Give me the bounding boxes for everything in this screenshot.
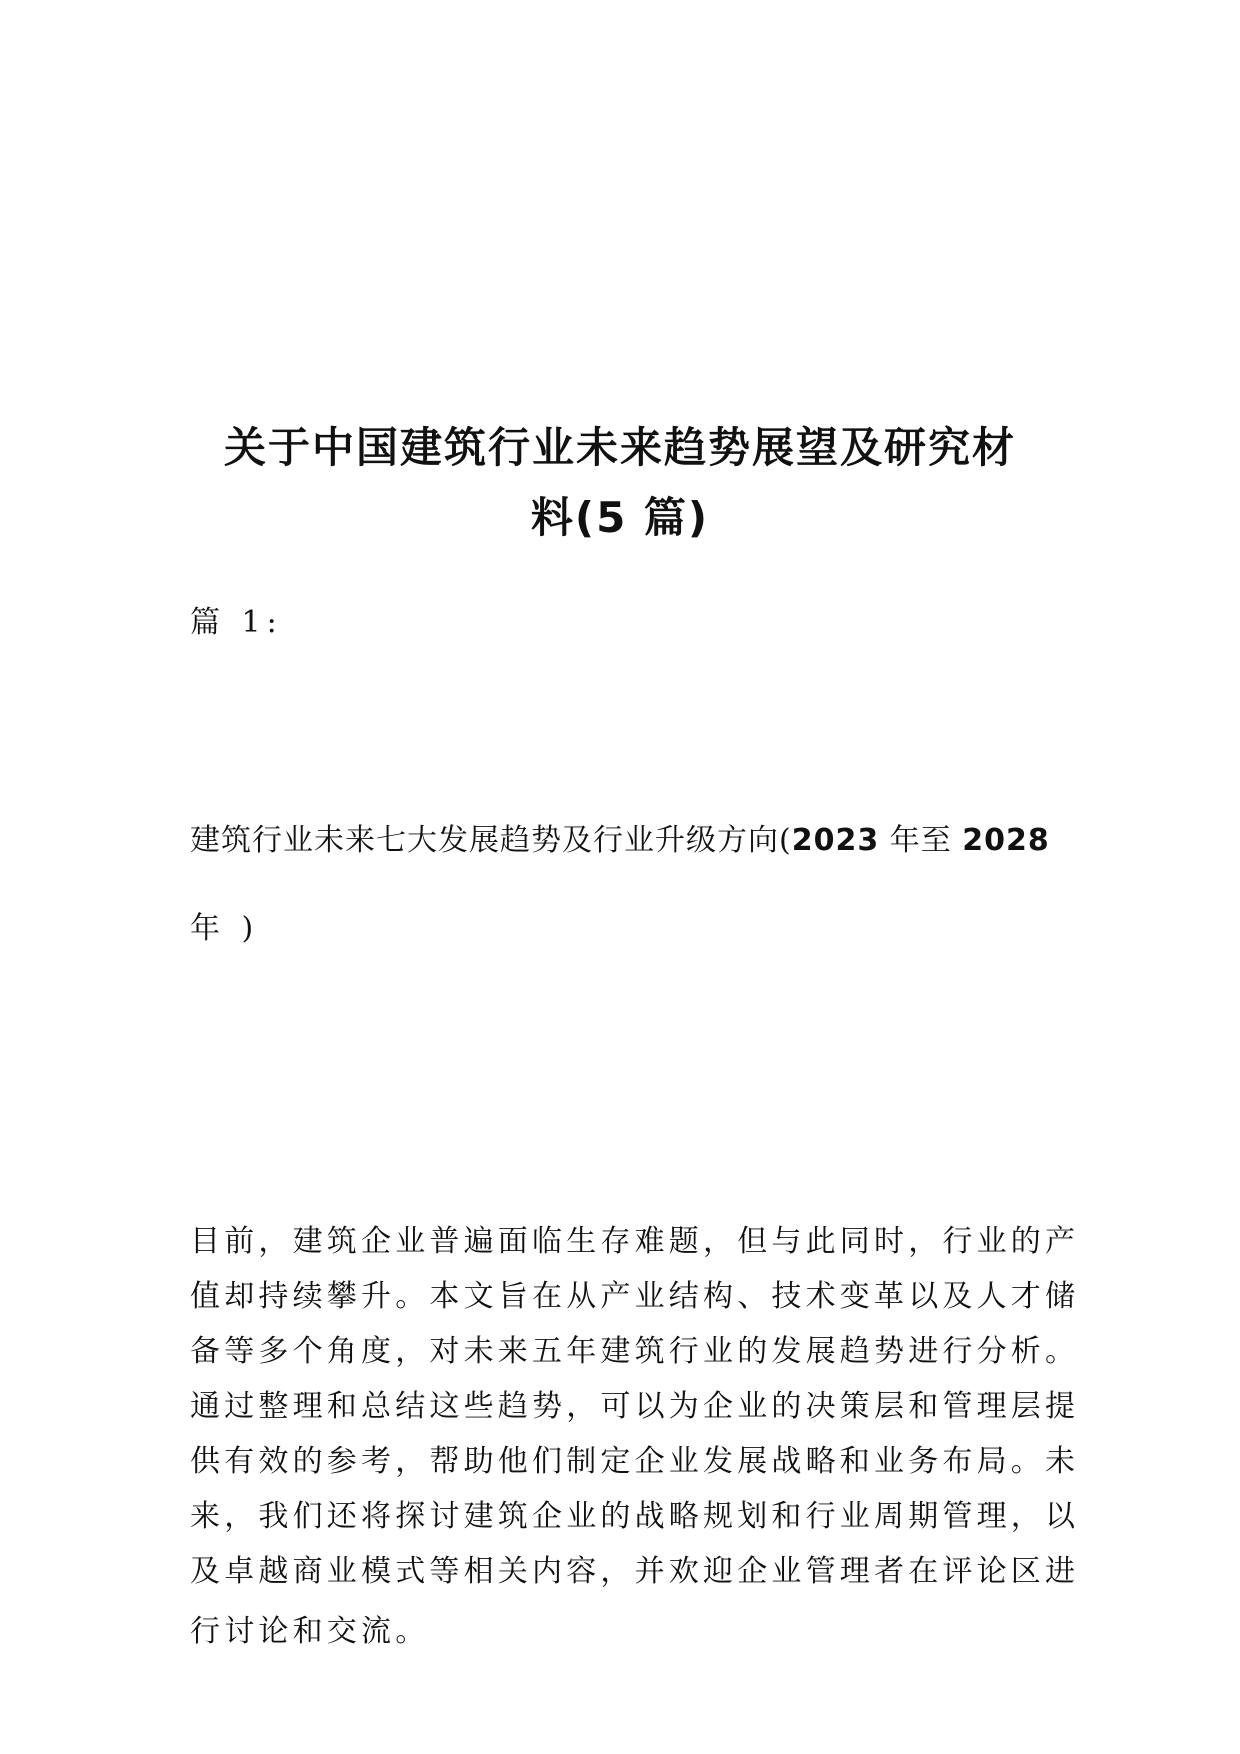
paragraph-line: 通过整理和总结这些趋势，可以为企业的决策层和管理层提 (190, 1389, 1080, 1424)
paragraph-line: 及卓越商业模式等相关内容，并欢迎企业管理者在评论区进 (190, 1554, 1080, 1589)
paragraph-line: 备等多个角度，对未来五年建筑行业的发展趋势进行分析。 (190, 1334, 1080, 1369)
section-subtitle-line-1 (190, 823, 1050, 858)
chapter-label: 篇 1: (190, 605, 283, 640)
subtitle-year-start: 2023 (791, 823, 880, 858)
subtitle-text-middle: 年至 (879, 823, 963, 858)
paragraph-line: 行讨论和交流。 (190, 1614, 430, 1649)
paragraph-line: 值却持续攀升。本文旨在从产业结构、技术变革以及人才储 (190, 1279, 1080, 1314)
paragraph-line: 目前，建筑企业普遍面临生存难题，但与此同时，行业的产 (190, 1224, 1080, 1259)
document-title-line-2: 料(5 篇) (530, 493, 710, 542)
subtitle-year-end: 2028 (962, 823, 1050, 858)
section-subtitle-line-2: 年 ) (190, 911, 260, 946)
subtitle-text-before: 建筑行业未来七大发展趋势及行业升级方向( (190, 823, 792, 858)
paragraph-line: 供有效的参考，帮助他们制定企业发展战略和业务布局。未 (190, 1444, 1080, 1479)
document-title-line-1: 关于中国建筑行业未来趋势展望及研究材 (223, 423, 1016, 472)
paragraph-line: 来，我们还将探讨建筑企业的战略规划和行业周期管理，以 (190, 1499, 1080, 1534)
